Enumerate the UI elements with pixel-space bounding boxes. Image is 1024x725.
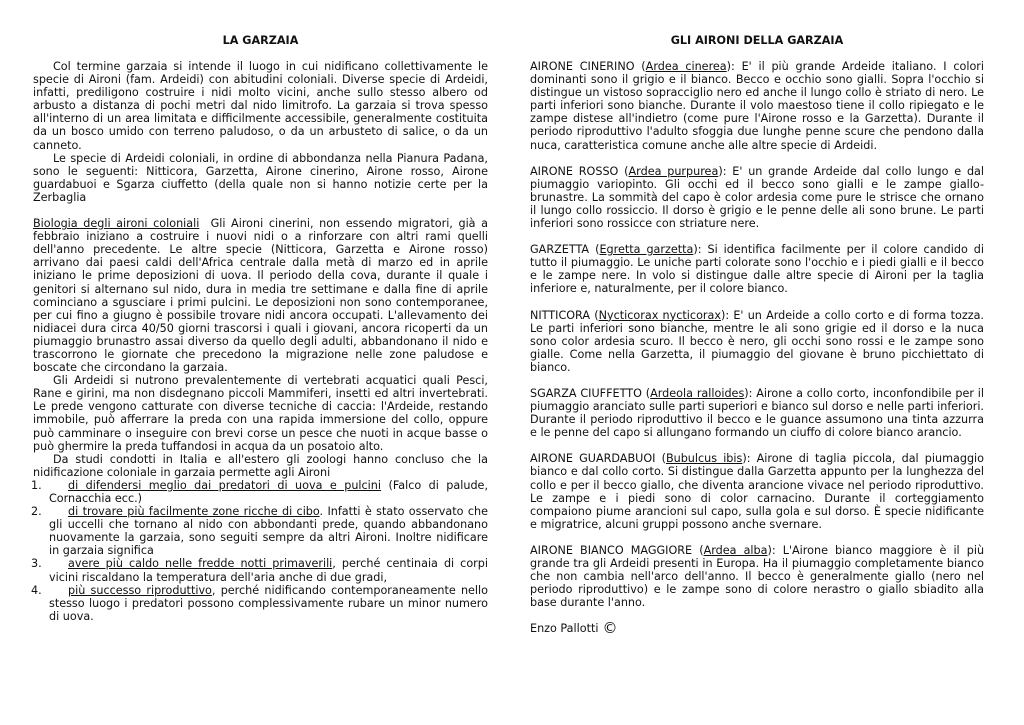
species-name: AIRONE BIANCO MAGGIORE	[530, 543, 693, 557]
biology-text: Gli Aironi cinerini, non essendo migratori, già a febbraio iniziano a costruire i nuovi nidi o a rinforzare con altri rami quelli dell'anno precedente. Le altre specie (Nitticora, Garzetta e Airone rosso) arrivano dai paesi caldi dell'Africa centrale dalla metà di marzo ed in aprile iniziano le prime deposizioni di uova. Il periodo della cova, durante il quale i genitori si alternano sul nido, dura in media tre settimane e dalla fine di aprile cominciano a sgusciare i primi pulcini. Le deposizioni non sono contemporanee, per cui fino a giugno è possibile trovare nidi ancora occupati. L'allevamento dei nidiacei dura circa 40/50 giorni trascorsi i quali i giovani, ancora ricoperti da un piumaggio brunastro assai diverso da quello degli adulti, abbandonano il nido e trascorrono le giornate che precedono la migrazione nelle zone paludose e boscate che circondano la garzaia.	[33, 217, 488, 375]
paragraph-studies: Da studi condotti in Italia e all'estero gli zoologi hanno concluso che la nidificazione coloniale in garzaia permette agli Aironi	[33, 452, 488, 479]
species-latin: Ardea alba	[703, 543, 768, 557]
species-text: : Airone di taglia piccola, dal piumaggio bianco e dal collo corto. Si distingue dalla Garzetta appunto per la lunghezza del collo e per il becco giallo, che diventa arancione vivace nel periodo riproduttivo. Le zampe e i piedi sono di color carnacino. Durante il corteggiamento compaiono piume arancioni sul capo, sulla gola e sul dorso. È specie nidificante e migratrice, alcuni gruppi possono anche svernare.	[530, 452, 984, 531]
species-text: : E' un grande Ardeide dal collo lungo e dal piumaggio variopinto. Gli occhi ed il becco sono gialli e le zampe giallo-brunastre. La sommità del capo è color ardesia come pure le strisce che ornano il lungo collo rossiccio. Il dorso è grigio e le penne delle ali sono brune. Le parti inferiori sono rossicce con striature nere.	[530, 164, 985, 231]
list-text: , perché nidificando contemporaneamente nello stesso luogo i predatori possono complessivamente rubare un minor numero di uova.	[49, 583, 488, 623]
list-number: 4.	[31, 583, 42, 597]
copyright-icon: ©	[602, 619, 618, 638]
species-text: : L'Airone bianco maggiore è il più grande tra gli Ardeidi presenti in Europa. Ha il piumaggio completamente bianco che non cambia nell'arco dell'anno. Il becco è generalmente giallo (nero nel periodo riproduttivo) e le zampe sono di colore nerastro o giallo sbiadito alla base durante l'anno.	[530, 543, 985, 610]
list-number: 2.	[31, 505, 42, 519]
species-entry: SGARZA CIUFFETTO (Ardeola ralloides): Airone a collo corto, inconfondibile per il piumaggio aranciato sulle parti superiori e bianco sul dorso e nelle parti inferiori. Durante il periodo riproduttivo il becco e le guance assumono una tinta azzurra e le penne del capo si allungano formando un ciuffo di colore bianco arancio.	[530, 386, 985, 440]
list-text: (Falco di palude, Cornacchia ecc.)	[49, 478, 488, 505]
species-name: AIRONE ROSSO	[530, 164, 619, 178]
right-title: GLI AIRONI DELLA GARZAIA	[670, 34, 844, 47]
list-item	[33, 479, 488, 505]
species-entry: AIRONE CINERINO (Ardea cinerea): E' il più grande Ardeide italiano. I colori dominanti sono il grigio e il bianco. Becco e occhio sono gialli. Sopra l'occhio si distingue un vistoso sopracciglio nero ed anche il lungo collo è striato di nero. Le parti inferiori sono bianche. Durante il volo maestoso tiene il collo ripiegato e le zampe distese all'indietro (come pure l'Airone rosso e la Garzetta). Durante il periodo riproduttivo l'adulto sfoggia due lunghe penne scure che pendono dalla nuca, caratteristica comune anche alle altre specie di Ardeidi.	[530, 60, 984, 152]
species-text: : Si identifica facilmente per il colore candido di tutto il piumaggio. Le uniche parti colorate sono l'occhio e i piedi gialli e il becco e le zampe nere. In volo si distingue dalle altre specie di Aironi per la taglia inferiore e, naturalmente, per il colore bianco.	[530, 243, 984, 296]
left-column	[33, 34, 488, 623]
species-entry: NITTICORA (Nycticorax nycticorax): E' un Ardeide a collo corto e di forma tozza. Le parti inferiori sono bianche, mentre le ali sono grigie ed il dorso e la nuca sono color ardesia scuro. Il becco è nero, gli occhi sono rossi e le zampe sono gialle. Come nella Garzetta, il piumaggio del giovane è bruno picchiettato di bianco.	[530, 308, 984, 374]
species-latin: Ardea cinerea	[645, 60, 727, 73]
biology-heading: Biologia degli aironi coloniali	[33, 217, 200, 231]
species-latin: Egretta garzetta	[599, 243, 694, 257]
species-name: AIRONE GUARDABUOI	[530, 452, 656, 466]
right-column	[530, 34, 985, 638]
species-text: : E' il più grande Ardeide italiano. I colori dominanti sono il grigio e il bianco. Becco e occhio sono gialli. Sopra l'occhio si distingue un vistoso sopracciglio nero ed anche il lungo collo è striato di nero. Le parti inferiori sono bianche. Durante il volo maestoso tiene il collo ripiegato e le zampe distese all'indietro (come pure l'Airone rosso e la Garzetta). Durante il periodo riproduttivo l'adulto sfoggia due lunghe penne scure che pendono dalla nuca, caratteristica comune anche alle altre specie di Ardeidi.	[530, 60, 984, 152]
list-item	[33, 584, 488, 623]
list-number: 3.	[31, 557, 42, 571]
list-underlined: di trovare più facilmente zone ricche di cibo	[68, 505, 320, 519]
list-underlined: avere più caldo nelle fredde notti primaverili	[68, 557, 333, 571]
left-title: LA GARZAIA	[222, 34, 299, 47]
species-text: : E' un Ardeide a collo corto e di forma tozza. Le parti inferiori sono bianche, mentre le ali sono grigie ed il dorso e la nuca sono color ardesia scuro. Il becco è nero, gli occhi sono rossi e le zampe sono gialle. Come nella Garzetta, il piumaggio del giovane è bruno picchiettato di bianco.	[530, 308, 984, 374]
species-entry: AIRONE BIANCO MAGGIORE (Ardea alba): L'Airone bianco maggiore è il più grande tra gli Ardeidi presenti in Europa. Ha il piumaggio completamente bianco che non cambia nell'arco dell'anno. Il becco è generalmente giallo (nero nel periodo riproduttivo) e le zampe sono di colore nerastro o giallo sbiadito alla base durante l'anno.	[530, 543, 985, 610]
list-item	[33, 557, 488, 583]
species-latin: Ardea purpurea	[628, 164, 719, 178]
species-latin: Bubulcus ibis	[665, 452, 743, 466]
list-underlined: di difendersi meglio dai predatori di uova e pulcini	[68, 478, 381, 492]
list-text: . Infatti è stato osservato che gli uccelli che tornano al nido con abbondanti prede, quando abbandonano nuovamente la garzaia, sono seguiti sempre da altri Aironi. Inoltre nidificare in garzaia significa	[49, 505, 488, 558]
benefits-list	[33, 479, 488, 623]
author-line	[530, 619, 984, 638]
species-latin: Ardeola ralloides	[650, 386, 745, 400]
list-number: 1.	[31, 478, 42, 492]
species-name: SGARZA CIUFFETTO	[530, 386, 642, 400]
paragraph-species-order: Le specie di Ardeidi coloniali, in ordine di abbondanza nella Pianura Padana, sono le seguenti: Nitticora, Garzetta, Airone cinerino, Airone rosso, Airone guardabuoi e Sgarza ciuffetto (della quale non si hanno notizie certe per la Zerbaglia	[33, 151, 488, 204]
species-entry: AIRONE GUARDABUOI (Bubulcus ibis): Airone di taglia piccola, dal piumaggio bianco e dal collo corto. Si distingue dalla Garzetta appunto per la lunghezza del collo e per il becco giallo, che diventa arancione vivace nel periodo riproduttivo. Le zampe e i piedi sono di color carnacino. Durante il corteggiamento compaiono piume arancioni sul capo, sulla gola e sul dorso. È specie nidificante e migratrice, alcuni gruppi possono anche svernare.	[530, 452, 984, 531]
author-name: Enzo Pallotti	[530, 622, 599, 636]
species-name: NITTICORA	[530, 308, 591, 322]
paragraph-intro: Col termine garzaia si intende il luogo in cui nidificano collettivamente le specie di Aironi (fam. Ardeidi) con abitudini coloniali. Diverse specie di Ardeidi, infatti, prediligono costruire i nidi molto vicini, anche sullo stesso albero od arbusto a distanza di pochi metri dal nido limitrofo. La garzaia si trova spesso all'interno di un area limitata e difficilmente accessibile, generalmente costituita da un bosco umido con terreno paludoso, o da un arbusteto di salice, o da un canneto.	[33, 60, 488, 152]
species-text: : Airone a collo corto, inconfondibile per il piumaggio aranciato sulle parti superiori e bianco sul dorso e nelle parti inferiori. Durante il periodo riproduttivo il becco e le guance assumono una tinta azzurra e le penne del capo si allungano formando un ciuffo di colore bianco arancio.	[530, 386, 985, 440]
list-underlined: più successo riproduttivo	[68, 583, 212, 597]
list-text: , perché centinaia di corpi vicini riscaldano la temperatura dell'aria anche di due gradi,	[49, 557, 488, 584]
species-name: AIRONE CINERINO	[530, 60, 635, 73]
species-name: GARZETTA	[530, 243, 590, 257]
species-entry: GARZETTA (Egretta garzetta): Si identifica facilmente per il colore candido di tutto il piumaggio. Le uniche parti colorate sono l'occhio e i piedi gialli e il becco e le zampe nere. In volo si distingue dalle altre specie di Aironi per la taglia inferiore e, naturalmente, per il colore bianco.	[530, 243, 984, 296]
species-latin: Nycticorax nycticorax	[598, 308, 721, 322]
list-item	[33, 505, 488, 557]
paragraph-diet: Gli Ardeidi si nutrono prevalentemente di vertebrati acquatici quali Pesci, Rane e girini, ma non disdegnano piccoli Mammiferi, insetti ed altri invertebrati. Le prede vengono catturate con diverse tecniche di caccia: l'Ardeide, restando immobile, può afferrare la preda con una rapida immersione del collo, oppure può camminare o inseguire con brevi corse un pesce che nuoti in acque basse o può ghermire la preda tuffandosi in acqua da un posatoio alto.	[33, 374, 488, 453]
species-entry: AIRONE ROSSO (Ardea purpurea): E' un grande Ardeide dal collo lungo e dal piumaggio variopinto. Gli occhi ed il becco sono gialli e le zampe giallo-brunastre. La sommità del capo è color ardesia come pure le strisce che ornano il lungo collo rossiccio. Il dorso è grigio e le penne delle ali sono brune. Le parti inferiori sono rossicce con striature nere.	[530, 164, 985, 231]
paragraph-biology	[33, 217, 488, 374]
